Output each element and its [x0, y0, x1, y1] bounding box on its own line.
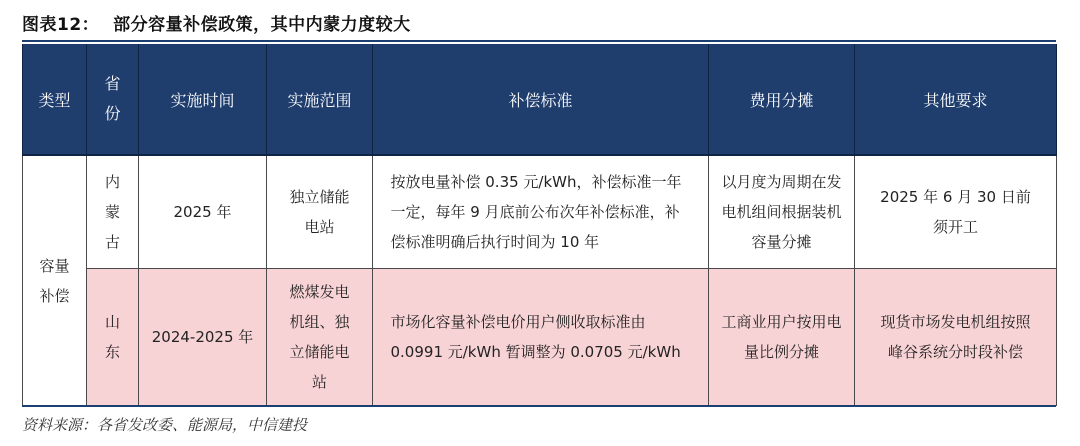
standard-cell: 按放电量补偿 0.35 元/kWh，补偿标准一年一定，每年 9 月底前公布次年补偿标准，补偿标准明确后执行时间为 10 年	[373, 155, 709, 269]
cost-sharing-cell: 工商业用户按用电量比例分摊	[709, 269, 855, 406]
table-row	[23, 155, 1057, 269]
header-other: 其他要求	[855, 44, 1057, 155]
header-time: 实施时间	[139, 44, 267, 155]
header-type: 类型	[23, 44, 87, 155]
scope-cell: 燃煤发电机组、独立储能电站	[267, 269, 373, 406]
other-cell: 2025 年 6 月 30 日前须开工	[855, 155, 1057, 269]
header-province: 省份	[87, 44, 139, 155]
province-cell: 山东	[87, 269, 139, 406]
other-cell: 现货市场发电机组按照峰谷系统分时段补偿	[855, 269, 1057, 406]
province-cell: 内蒙古	[87, 155, 139, 269]
type-cell: 容量补偿	[23, 155, 87, 406]
top-rule	[22, 40, 1056, 42]
table-row	[23, 269, 1057, 406]
header-scope: 实施范围	[267, 44, 373, 155]
source-note: 资料来源：各省发改委、能源局，中信建投	[22, 416, 308, 434]
header-standard: 补偿标准	[373, 44, 709, 155]
figure-label: 图表12：	[22, 15, 100, 35]
bottom-rule	[22, 405, 1056, 407]
policy-table	[22, 44, 1057, 406]
scope-cell: 独立储能电站	[267, 155, 373, 269]
standard-cell: 市场化容量补偿电价用户侧收取标准由 0.0991 元/kWh 暂调整为 0.0705 元/kWh	[373, 269, 709, 406]
header-cost-sharing: 费用分摊	[709, 44, 855, 155]
figure-title-text: 部分容量补偿政策，其中内蒙力度较大	[113, 15, 411, 35]
time-cell: 2025 年	[139, 155, 267, 269]
figure-title	[22, 10, 411, 35]
time-cell: 2024-2025 年	[139, 269, 267, 406]
table-header-row	[23, 44, 1057, 155]
cost-sharing-cell: 以月度为周期在发电机组间根据装机容量分摊	[709, 155, 855, 269]
